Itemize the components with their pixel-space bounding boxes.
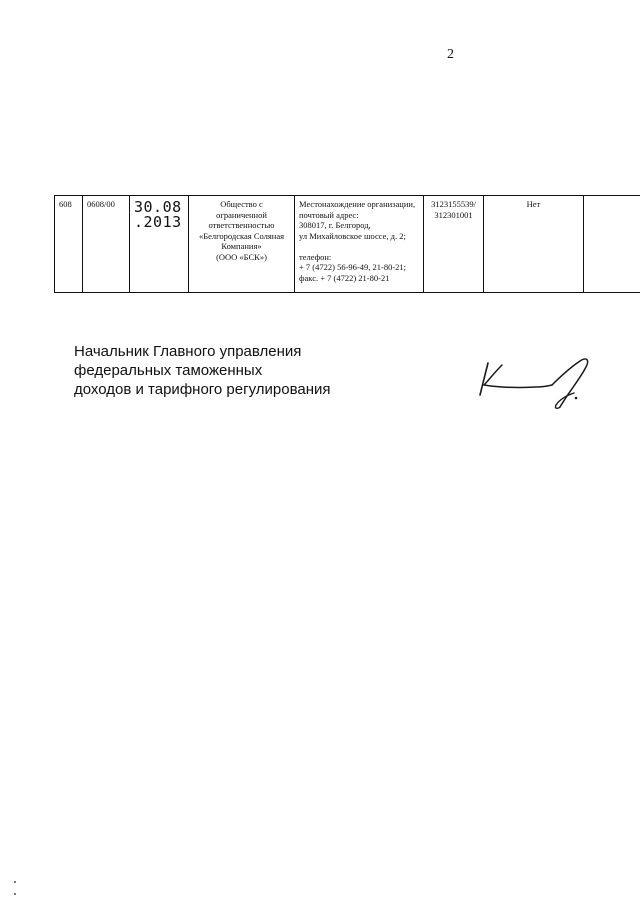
row-index-cell: 608: [55, 196, 83, 293]
reg-number-cell: 0608/00: [83, 196, 130, 293]
registry-table: [54, 195, 640, 293]
scan-speck: [14, 881, 16, 883]
signatory-title-line-1: Начальник Главного управления: [74, 343, 302, 360]
date-cell: [130, 196, 189, 293]
status-cell: Нет: [484, 196, 584, 293]
handwritten-signature: [476, 355, 606, 415]
table-row: [55, 196, 640, 293]
address-cell: Местонахождение организации, почтовый адрес: 308017, г. Белгород, ул Михайловское шоссе, д. 2; телефон: + 7 (4722) 56-96-49, 21-80-21; факс. + 7 (4722) 21-80-21: [295, 196, 424, 293]
inn-kpp-cell: 3123155539/ 312301001: [424, 196, 484, 293]
signatory-title-line-2: федеральных таможенных: [74, 362, 263, 379]
signature-block: [74, 342, 331, 399]
date-value: 30.08.2013: [134, 198, 182, 231]
org-name-cell: Общество с ограниченной ответственностью «Белгородская Соляная Компания» (ООО «БСК»): [189, 196, 295, 293]
scan-speck: [14, 893, 16, 895]
page-number: 2: [447, 47, 454, 62]
extra-cell: [584, 196, 640, 293]
signatory-title-line-3: доходов и тарифного регулирования: [74, 381, 331, 398]
